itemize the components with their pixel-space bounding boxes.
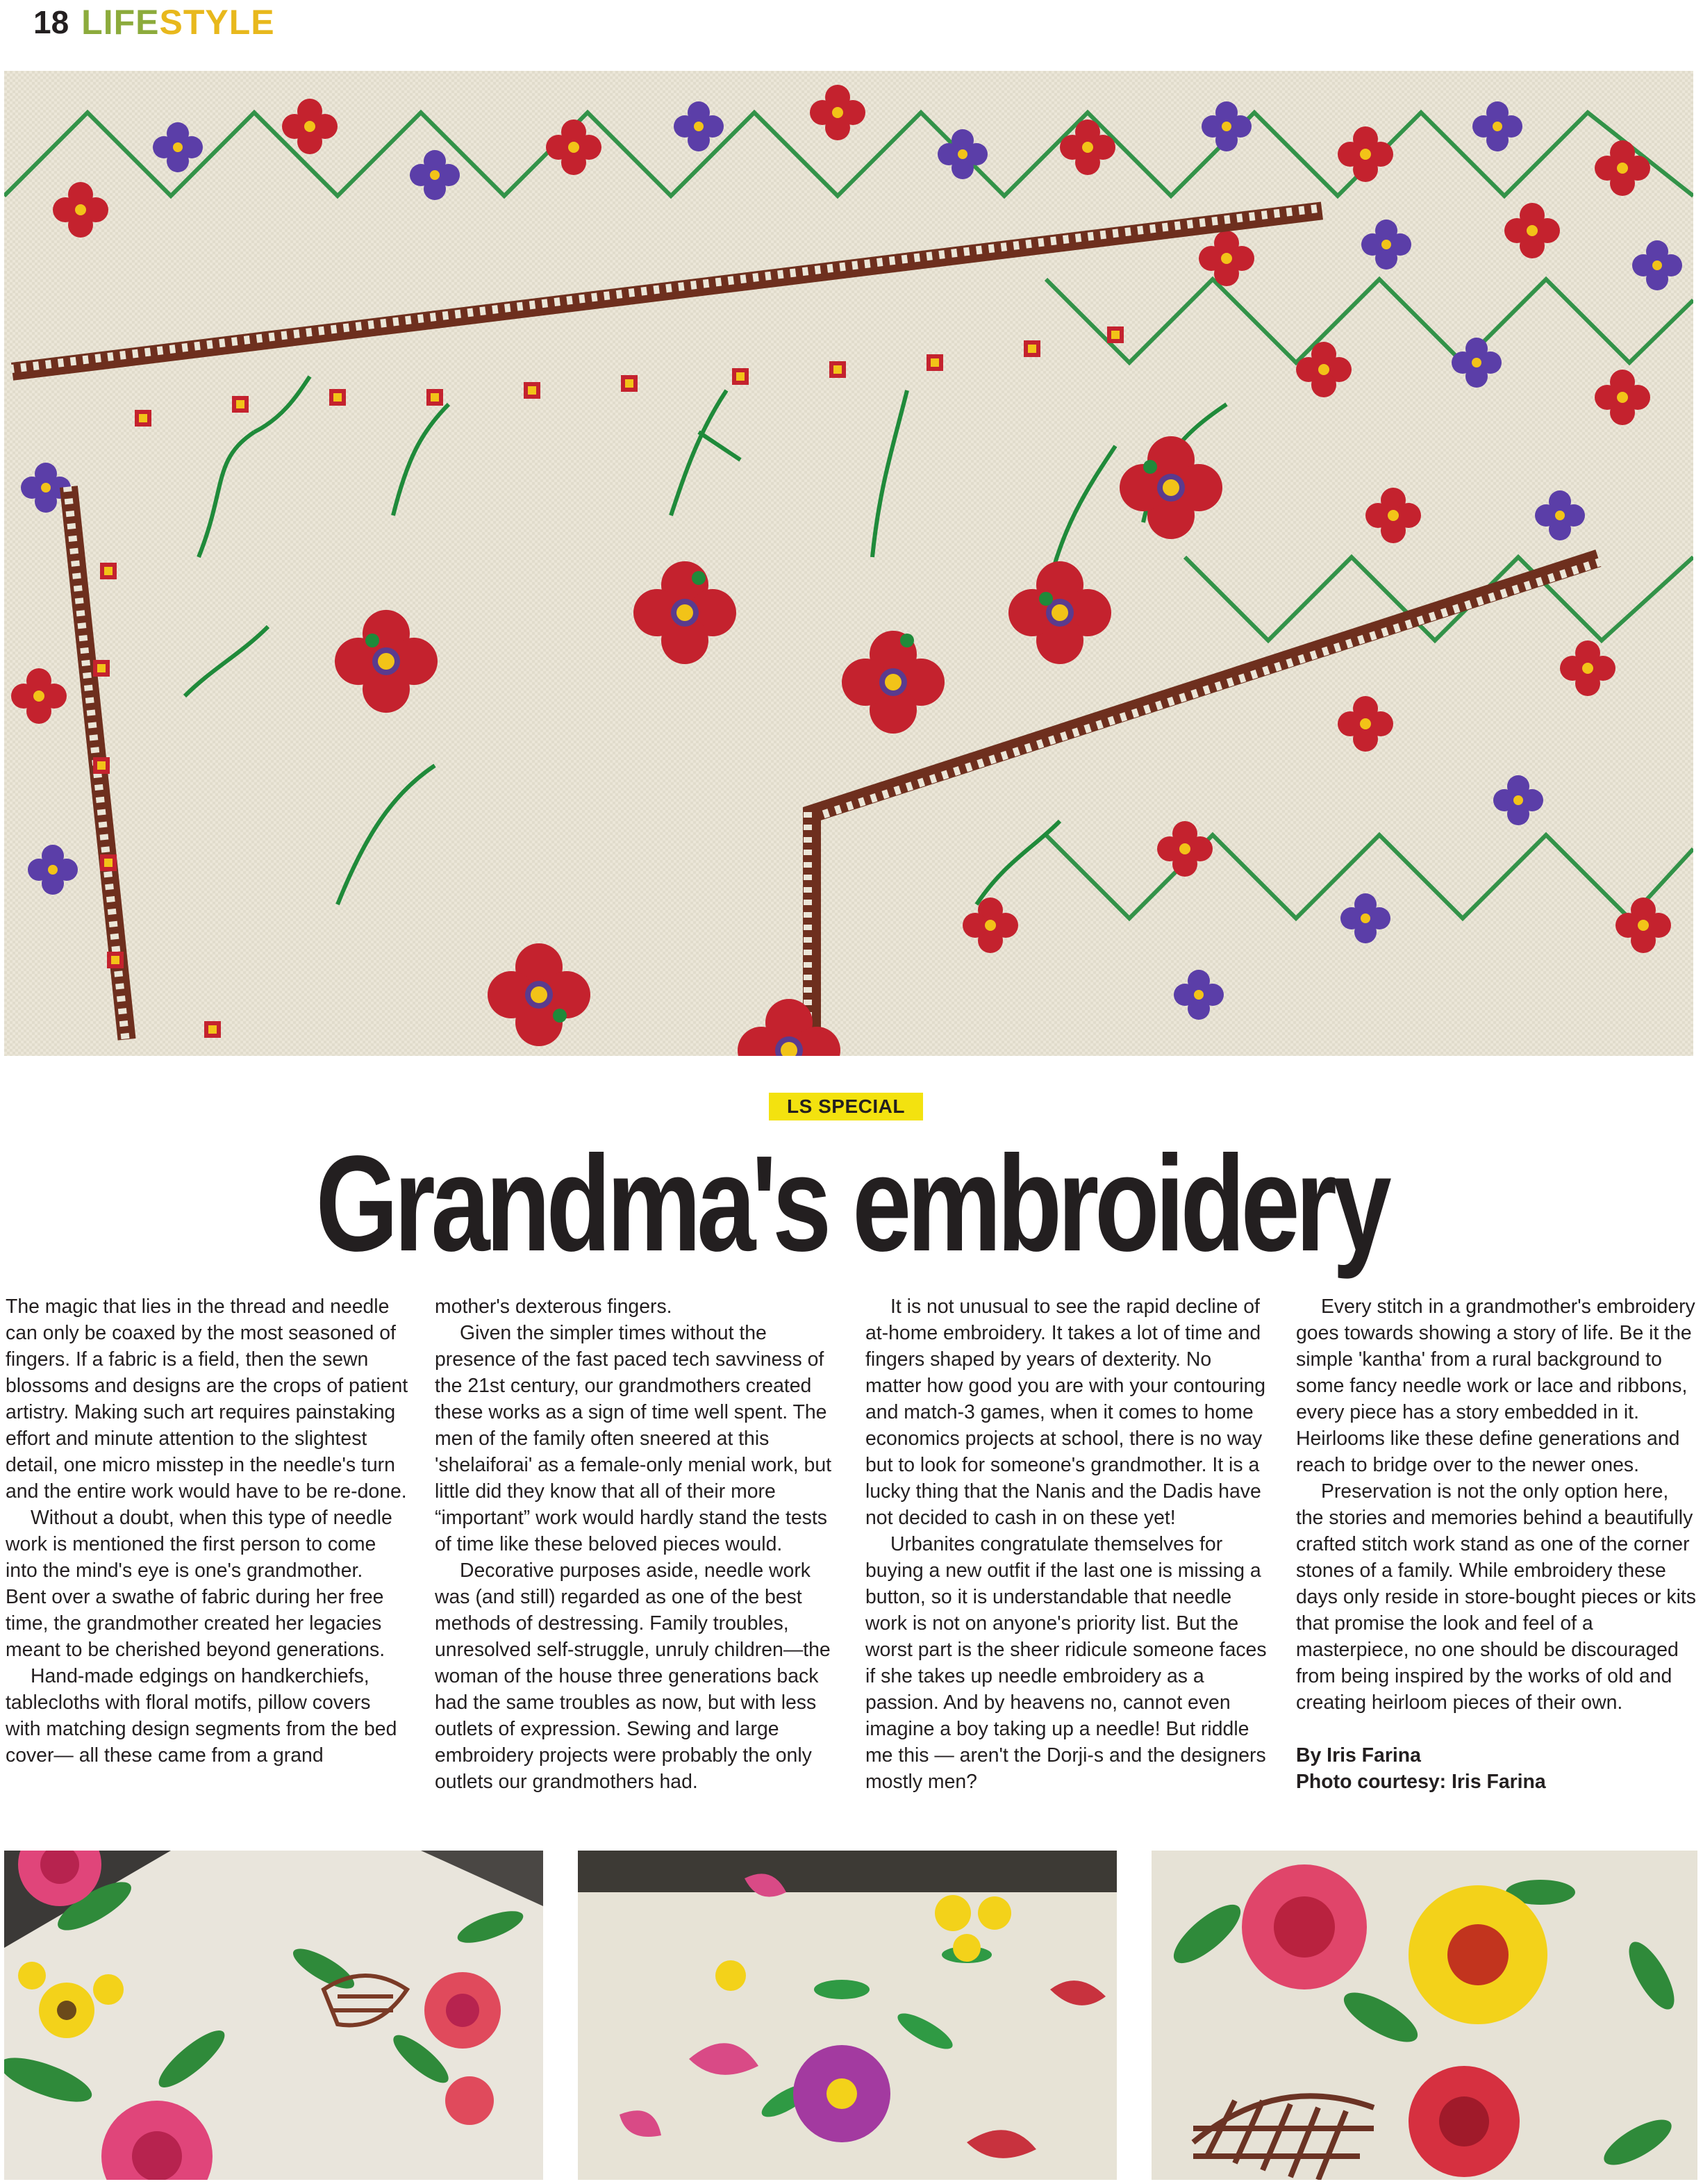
- article-column-3: [865, 1293, 1268, 1795]
- byline: [1296, 1742, 1699, 1795]
- hero-photo: [4, 71, 1693, 1056]
- paragraph: Every stitch in a grandmother's embroidery goes towards showing a story of life. Be it the simple 'kantha' from a rural background to some fancy needle work or lace and ribbons, every piece has a story embedded in it. Heirlooms like these define generations and reach to bridge over to the newer ones.: [1296, 1296, 1695, 1476]
- paragraph: Preservation is not the only option here, the stories and memories behind a beautifully crafted stitch work stand as one of the corner stones of a family. While embroidery these days only reside in store-bought pieces or kits that promise the look and feel of a masterpiece, no one should be discouraged from being inspired by the works of old and creating heirloom pieces of their own.: [1296, 1480, 1696, 1714]
- section-name: [81, 2, 274, 42]
- photo-rose-basket-cross-stitch: [1152, 1851, 1697, 2180]
- section-kicker: LS SPECIAL: [769, 1093, 923, 1120]
- article-column-1: [6, 1293, 408, 1769]
- photo-floral-needlework: [578, 1851, 1117, 2180]
- article-column-4: [1296, 1293, 1699, 1795]
- section-word-style: STYLE: [159, 3, 275, 42]
- paragraph: Urbanites congratulate themselves for buying a new outfit if the last one is missing a button, so it is understandable that needle work is not on anyone's priority list. But the worst part is the sheer ridicule someone faces if she takes up needle embroidery as a passion. And by heavens no, cannot even imagine a boy taking up a needle! But riddle me this — aren't the Dorji-s and the designers mostly men?: [865, 1533, 1267, 1793]
- paragraph: The magic that lies in the thread and needle can only be coaxed by the most seasoned of fingers. If a fabric is a field, then the sewn blossoms and designs are the crops of patient artistry. Making such art requires painstaking effort and minute attention to the slightest detail, one micro misstep in the needle's turn and the entire work would have to be re-done.: [6, 1296, 408, 1503]
- masthead: [33, 1, 275, 43]
- paragraph: Hand-made edgings on handkerchiefs, tablecloths with floral motifs, pillow covers with matching design segments from the bed cover— all these came from a grand: [6, 1665, 397, 1767]
- article-column-2: [435, 1293, 838, 1795]
- photo-credit: Photo courtesy: Iris Farina: [1296, 1771, 1546, 1793]
- page-number: 18: [33, 4, 69, 40]
- section-word-life: LIFE: [81, 3, 160, 42]
- paragraph: Decorative purposes aside, needle work was (and still) regarded as one of the best methods of destressing. Family troubles, unresolved self-struggle, unruly children—the woman of the house three generations back had the same troubles as now, but with less outlets of expression. Sewing and large embroidery projects were probably the only outlets our grandmothers had.: [435, 1560, 831, 1793]
- paragraph: Without a doubt, when this type of needle work is mentioned the first person to come into the mind's eye is one's grandmother. Bent over a swathe of fabric during her free time, the grandmother created her legacies meant to be cherished beyond generations.: [6, 1507, 392, 1661]
- paragraph: Given the simpler times without the presence of the fast paced tech savviness of the 21st century, our grandmothers created these works as a sign of time well spent. The men of the family often sneered at this 'shelaiforai' as a female-only menial work, but little did they know that all of their more “important” work would hardly stand the tests of time like these beloved pieces would.: [435, 1322, 832, 1555]
- paragraph: It is not unusual to see the rapid decline of at-home embroidery. It takes a lot of time and fingers shaped by years of dexterity. No matter how good you are with your contouring and match-3 games, when it comes to home economics projects at school, there is no way but to look for someone's grandmother. It is a lucky thing that the Nanis and the Dadis have not decided to cash in on these yet!: [865, 1296, 1266, 1529]
- headline: Grandma's embroidery: [315, 1127, 1388, 1280]
- author-credit: By Iris Farina: [1296, 1744, 1421, 1767]
- paragraph: mother's dexterous fingers.: [435, 1296, 672, 1318]
- photo-rose-tablecloth: [4, 1851, 543, 2180]
